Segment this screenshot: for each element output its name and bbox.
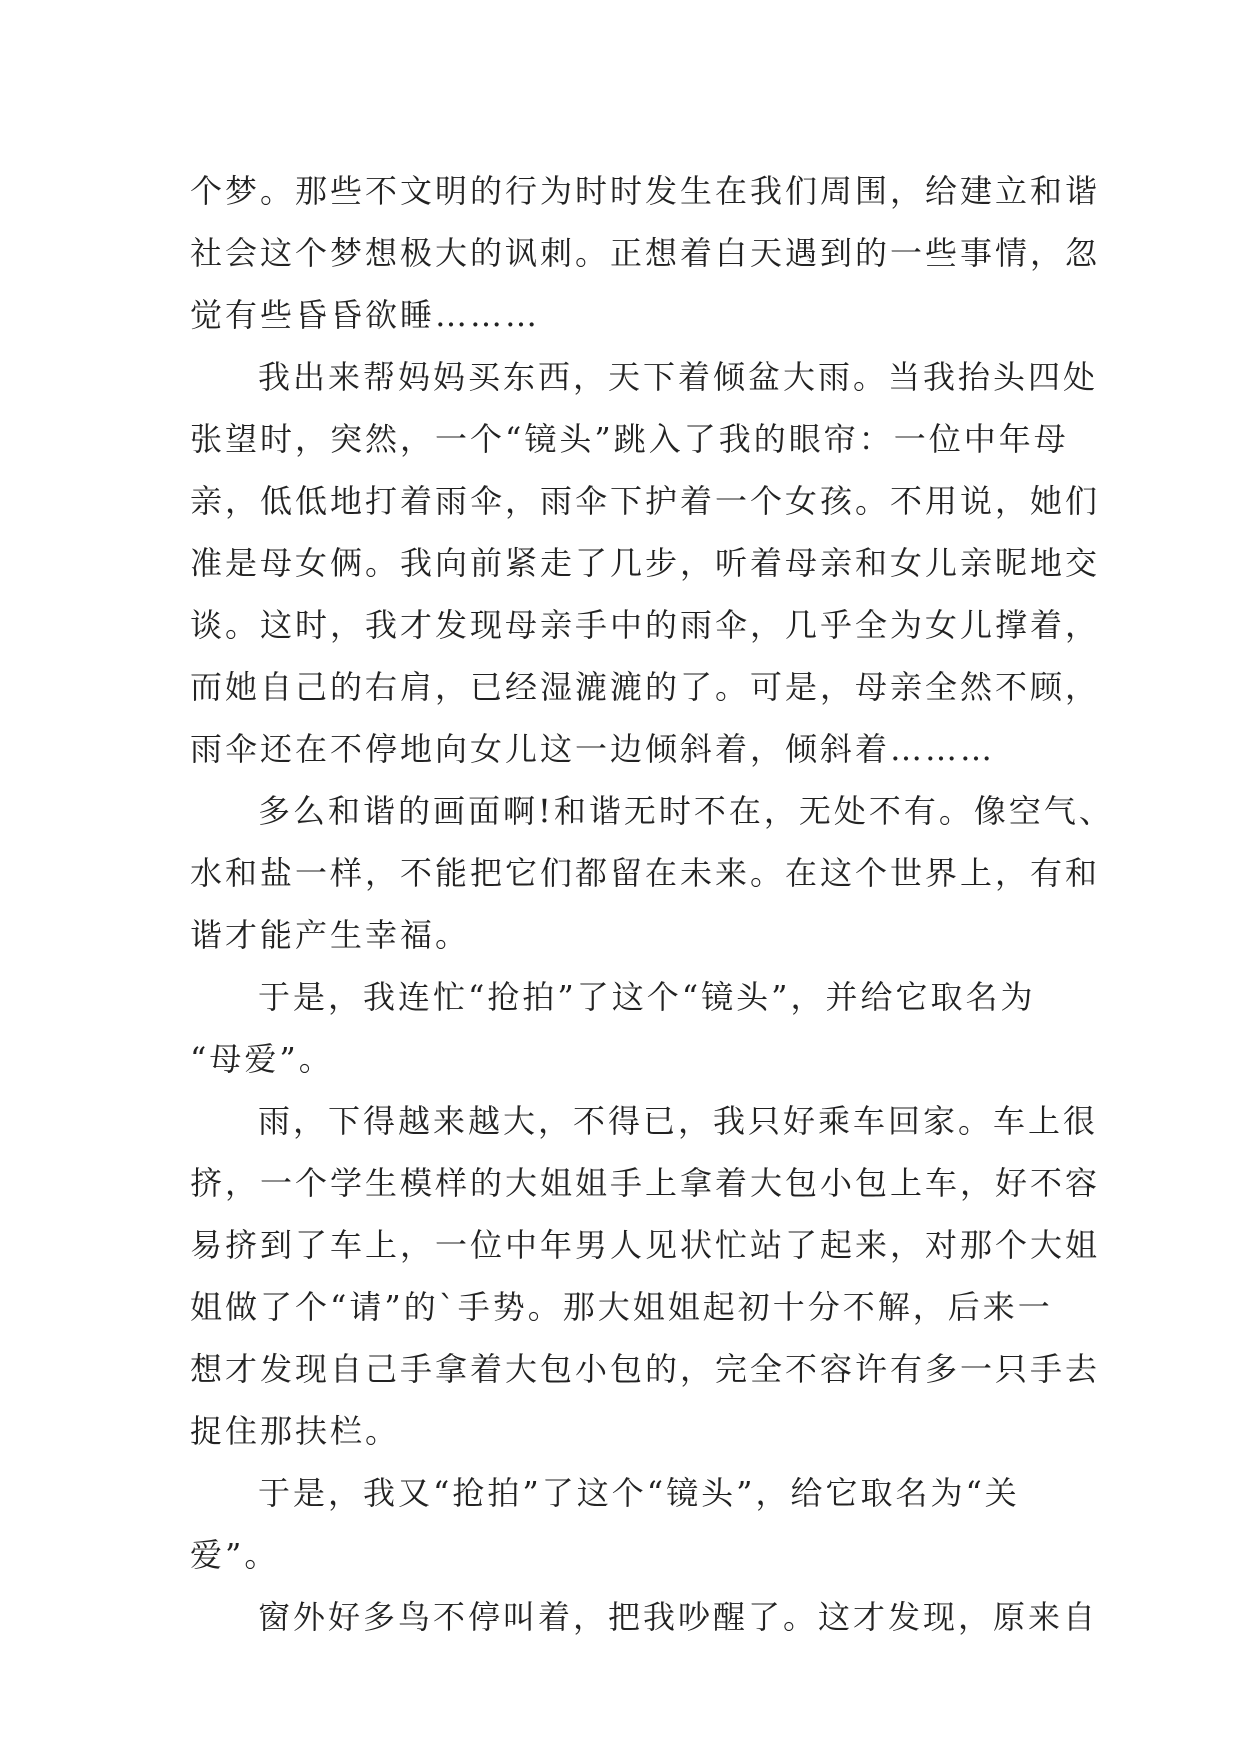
- text-line: 我出来帮妈妈买东西，天下着倾盆大雨。当我抬头四处: [258, 358, 1099, 396]
- text-line: 于是，我连忙“抢拍”了这个“镜头”，并给它取名为: [258, 978, 1036, 1016]
- text-line: 雨，下得越来越大，不得已，我只好乘车回家。车上很: [258, 1102, 1099, 1140]
- text-line: 窗外好多鸟不停叫着，把我吵醒了。这才发现，原来自: [258, 1598, 1099, 1636]
- paragraph-4: [190, 966, 1070, 1090]
- paragraph-7: [190, 1586, 1099, 1648]
- paragraph-2: [190, 346, 1101, 780]
- text-line: 挤，一个学生模样的大姐姐手上拿着大包小包上车，好不容: [190, 1164, 1101, 1202]
- text-line: 准是母女俩。我向前紧走了几步，听着母亲和女儿亲昵地交: [190, 544, 1101, 582]
- text-line: 爱”。: [190, 1536, 280, 1574]
- text-line: 想才发现自己手拿着大包小包的，完全不容许有多一只手去: [190, 1350, 1101, 1388]
- paragraph-6: [190, 1462, 1070, 1586]
- text-line: 社会这个梦想极大的讽刺。正想着白天遇到的一些事情，忽: [190, 234, 1101, 272]
- text-line: 个梦。那些不文明的行为时时发生在我们周围，给建立和谐: [190, 172, 1101, 210]
- text-line: 水和盐一样，不能把它们都留在未来。在这个世界上，有和: [190, 854, 1101, 892]
- text-line: 谐才能产生幸福。: [190, 916, 471, 954]
- text-line: 于是，我又“抢拍”了这个“镜头”，给它取名为“关: [258, 1474, 1020, 1512]
- text-line: 觉有些昏昏欲睡………: [190, 296, 541, 334]
- text-line: 雨伞还在不停地向女儿这一边倾斜着，倾斜着………: [190, 730, 996, 768]
- text-line: 易挤到了车上，一位中年男人见状忙站了起来，对那个大姐: [190, 1226, 1101, 1264]
- body-text: [190, 160, 1114, 1648]
- paragraph-1: [190, 160, 1101, 346]
- paragraph-3: [190, 780, 1114, 966]
- text-line: 多么和谐的画面啊!和谐无时不在，无处不有。像空气、: [258, 792, 1114, 830]
- text-line: 姐做了个“请”的`手势。那大姐姐起初十分不解，后来一: [190, 1288, 1053, 1326]
- text-line: 张望时，突然，一个“镜头”跳入了我的眼帘：一位中年母: [190, 420, 1069, 458]
- text-line: “母爱”。: [190, 1040, 334, 1078]
- text-line: 谈。这时，我才发现母亲手中的雨伞，几乎全为女儿撑着，: [190, 606, 1101, 644]
- text-line: 而她自己的右肩，已经湿漉漉的了。可是，母亲全然不顾，: [190, 668, 1101, 706]
- text-line: 捉住那扶栏。: [190, 1412, 401, 1450]
- paragraph-5: [190, 1090, 1101, 1462]
- text-line: 亲，低低地打着雨伞，雨伞下护着一个女孩。不用说，她们: [190, 482, 1101, 520]
